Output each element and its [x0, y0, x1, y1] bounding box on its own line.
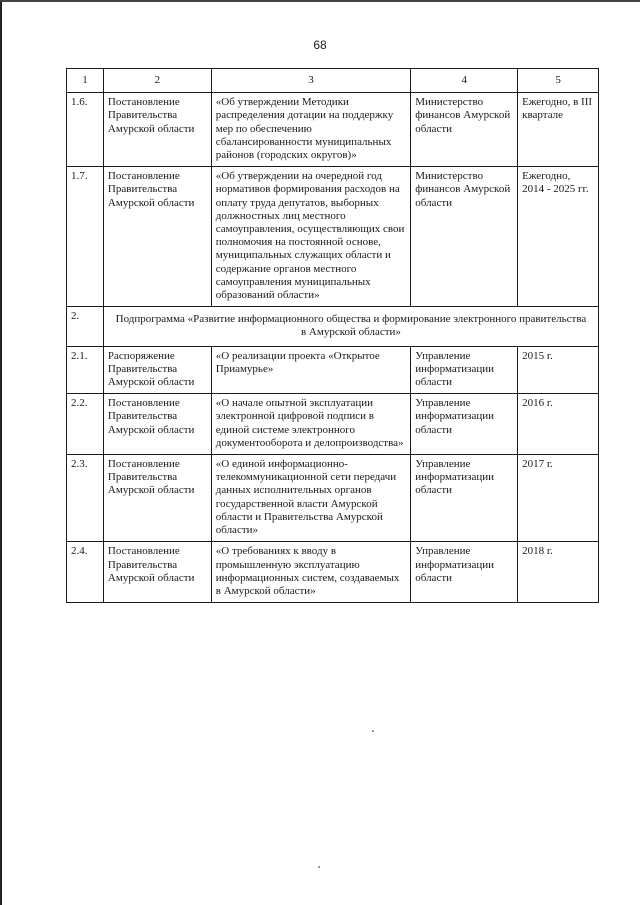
- col-header-3: 3: [211, 69, 411, 93]
- term: 2018 г.: [518, 542, 599, 603]
- col-header-4: 4: [411, 69, 518, 93]
- section-number: 2.: [67, 307, 104, 346]
- header-row: [67, 69, 599, 93]
- page-number: 68: [313, 38, 327, 52]
- document-type: Постановление Правительства Амурской области: [103, 542, 211, 603]
- document-title: «О единой информационно-телекоммуникационной сети передачи данных исполнительных органов государственной власти Амурской области и Правительства Амурской области»: [211, 455, 411, 542]
- scan-edge-top: [0, 0, 640, 2]
- term: 2015 г.: [518, 346, 599, 394]
- executor: Управление информатизации области: [411, 455, 518, 542]
- document-type: Постановление Правительства Амурской области: [103, 394, 211, 455]
- document-title: «Об утверждении на очередной год нормативов формирования расходов на оплату труда депутатов, выборных должностных лиц местного самоуправления, осуществляющих свои полномочия на постоянной основе, муниципальных служащих области и содержание органов местного самоуправления муниципальных образований области»: [211, 167, 411, 307]
- table-row: [67, 455, 599, 542]
- row-number: 2.1.: [67, 346, 104, 394]
- row-number: 2.4.: [67, 542, 104, 603]
- row-number: 1.6.: [67, 93, 104, 167]
- document-title: «О требованиях к вводу в промышленную эксплуатацию информационных систем, создаваемых в Амурской области»: [211, 542, 411, 603]
- document-type: Постановление Правительства Амурской области: [103, 455, 211, 542]
- row-number: 1.7.: [67, 167, 104, 307]
- measures-table: [66, 68, 599, 603]
- executor: Управление информатизации области: [411, 346, 518, 394]
- document-title: «О начале опытной эксплуатации электронной цифровой подписи в единой системе электронного документооборота и делопроизводства»: [211, 394, 411, 455]
- executor: Управление информатизации области: [411, 394, 518, 455]
- term: Ежегодно, 2014 - 2025 гг.: [518, 167, 599, 307]
- table-row: [67, 394, 599, 455]
- table-row: [67, 346, 599, 394]
- term: Ежегодно, в III квартале: [518, 93, 599, 167]
- document-type: Постановление Правительства Амурской области: [103, 167, 211, 307]
- term: 2017 г.: [518, 455, 599, 542]
- table-row: [67, 167, 599, 307]
- section-row: [67, 307, 599, 346]
- document-title: «О реализации проекта «Открытое Приамурье»: [211, 346, 411, 394]
- row-number: 2.2.: [67, 394, 104, 455]
- table-row: [67, 542, 599, 603]
- scan-edge-left: [0, 0, 2, 905]
- executor: Управление информатизации области: [411, 542, 518, 603]
- document-title: «Об утверждении Методики распределения дотации на поддержку мер по обеспечению сбалансированности муниципальных районов (городских округов)»: [211, 93, 411, 167]
- section-title: Подпрограмма «Развитие информационного общества и формирование электронного правительства в Амурской области»: [103, 307, 598, 346]
- term: 2016 г.: [518, 394, 599, 455]
- col-header-1: 1: [67, 69, 104, 93]
- scan-speck: [372, 730, 374, 732]
- scan-speck: [318, 866, 320, 868]
- col-header-2: 2: [103, 69, 211, 93]
- col-header-5: 5: [518, 69, 599, 93]
- document-type: Распоряжение Правительства Амурской области: [103, 346, 211, 394]
- table-row: [67, 93, 599, 167]
- executor: Министерство финансов Амурской области: [411, 93, 518, 167]
- executor: Министерство финансов Амурской области: [411, 167, 518, 307]
- row-number: 2.3.: [67, 455, 104, 542]
- document-type: Постановление Правительства Амурской области: [103, 93, 211, 167]
